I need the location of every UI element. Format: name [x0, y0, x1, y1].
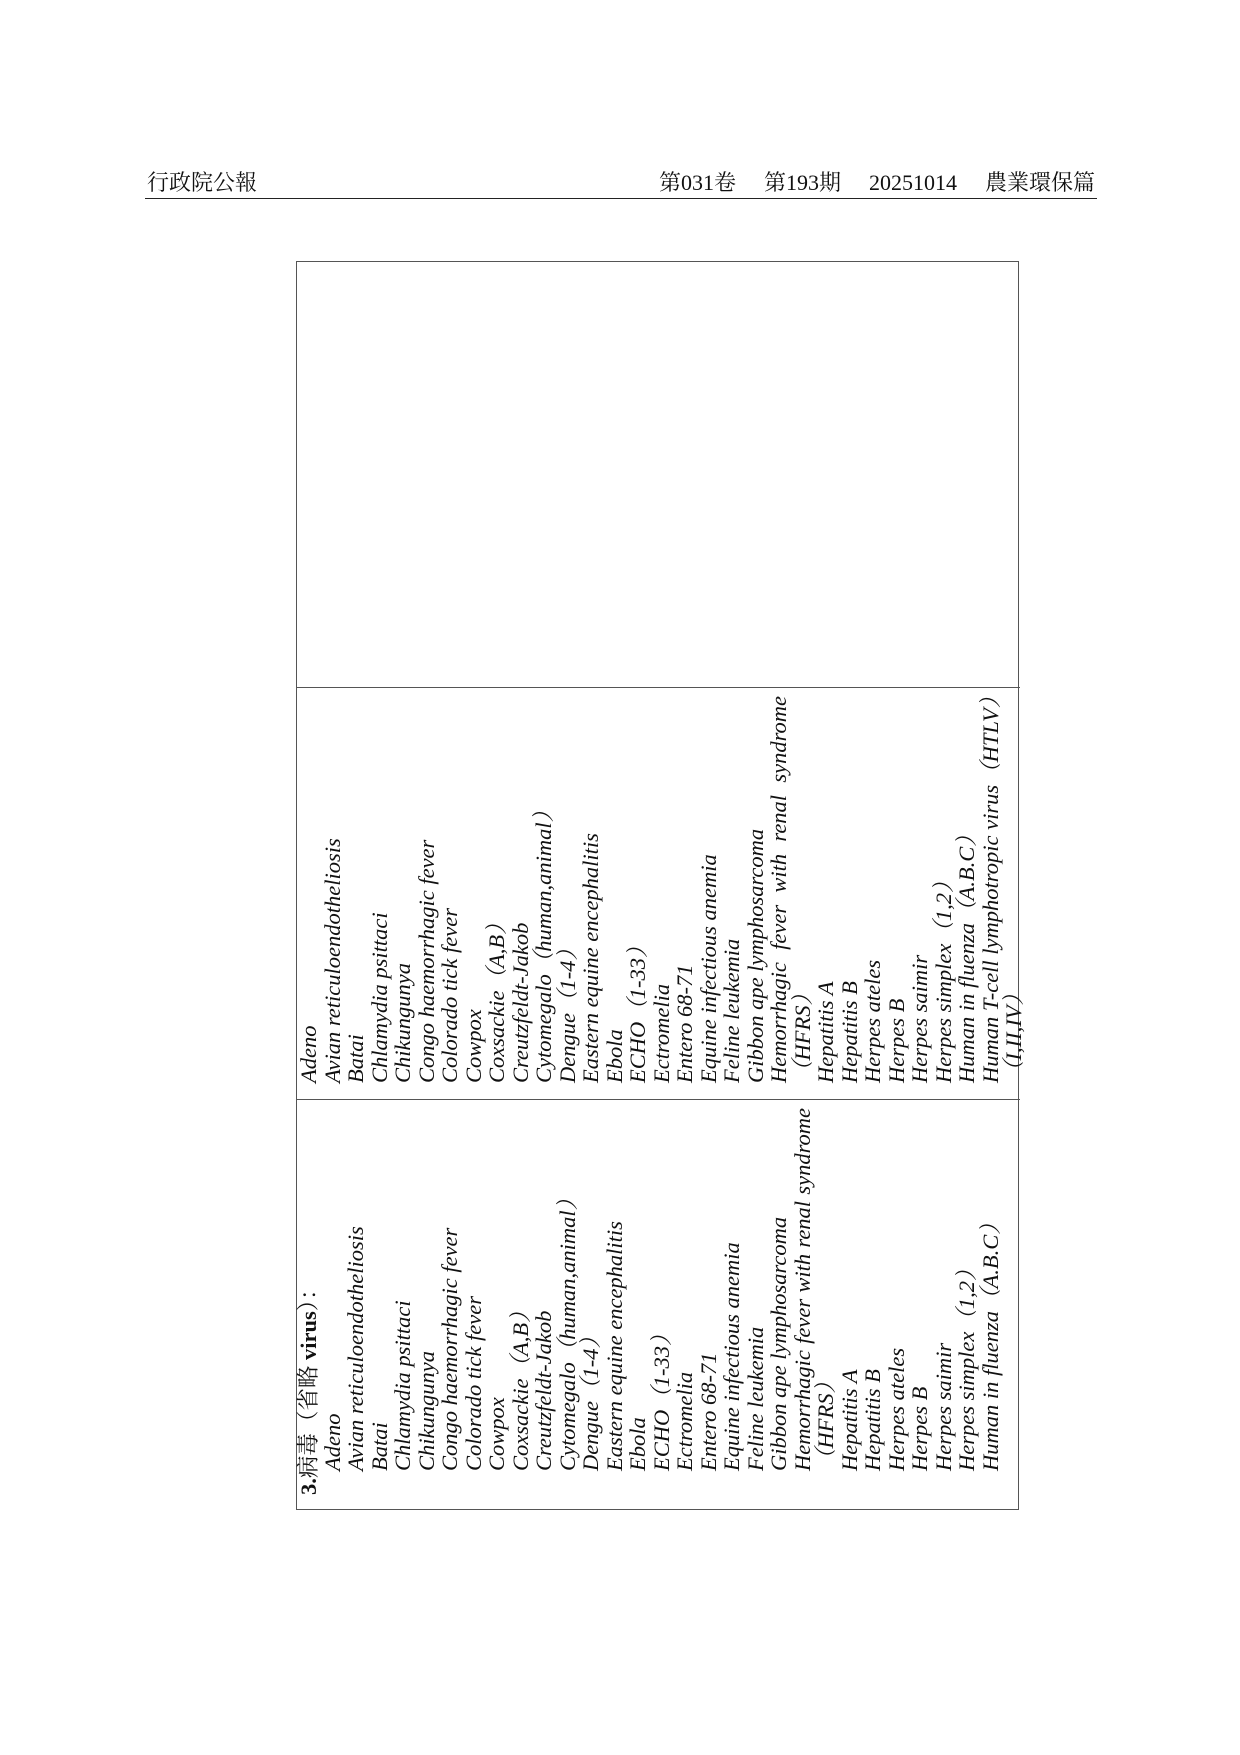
publication-title: 行政院公報 — [147, 170, 258, 195]
list-item: Herpes simplex（1,2） — [930, 870, 956, 1083]
list-item: Hemorrhagic fever with renal syndrome — [766, 696, 791, 1083]
list-item: Adeno — [296, 1025, 321, 1083]
date-label: 20251014 — [868, 170, 957, 195]
list-item: Dengue（1-4） — [554, 938, 580, 1083]
list-item: Hepatitis B — [836, 981, 862, 1083]
list-item: Feline leukemia — [742, 1326, 768, 1471]
table-column-middle — [296, 685, 1026, 1099]
list-item: Congo haemorrhagic fever — [437, 1227, 462, 1471]
list-item: Feline leukemia — [719, 938, 744, 1083]
list-item: Herpes ateles — [883, 1347, 909, 1471]
list-item: Colorado tick fever — [460, 1296, 486, 1471]
list-item: Creutzfeldt-Jakob — [531, 1310, 556, 1471]
list-item: Eastern equine encephalitis — [578, 833, 603, 1083]
list-item: Ectromelia — [672, 1371, 697, 1471]
table-content — [296, 262, 1026, 1511]
list-item: Herpes B — [907, 1386, 932, 1471]
list-item: Chlamydia psittaci — [366, 912, 392, 1083]
list-item: Adeno — [319, 1413, 345, 1471]
volume-label: 第031卷 — [658, 170, 736, 195]
list-item: Human in fluenza（A.B.C） — [977, 1212, 1003, 1471]
list-item: Ebola — [625, 1417, 650, 1471]
list-item: Hemorrhagic fever with renal syndrome — [789, 1108, 815, 1471]
list-item: Avian reticuloendotheliosis — [319, 838, 345, 1083]
list-item: ECHO（1-33） — [648, 1323, 674, 1471]
list-item: Herpes saimir — [907, 954, 932, 1083]
list-item: Dengue（1-4） — [578, 1326, 603, 1471]
list-item: Equine infectious anemia — [695, 854, 721, 1083]
list-item: Entero 68-71 — [695, 1352, 721, 1471]
list-item: Ectromelia — [648, 983, 674, 1083]
list-item: Chikungunya — [413, 1351, 439, 1471]
issue-info — [631, 170, 1095, 196]
list-item: Eastern equine encephalitis — [601, 1221, 627, 1471]
table-column-right — [297, 262, 1020, 687]
issue-label: 第193期 — [763, 170, 841, 195]
list-item: Hepatitis B — [860, 1369, 885, 1471]
list-item: Herpes saimir — [930, 1342, 956, 1471]
rotated-table — [296, 261, 1026, 1510]
list-item: Human in fluenza（A.B.C） — [954, 824, 979, 1083]
list-item: Coxsackie（A,B） — [484, 912, 509, 1083]
section-heading: 3.病毒（省略 virus）： — [296, 1277, 321, 1495]
list-item: Herpes ateles — [860, 959, 885, 1083]
list-item: Chikungunya — [390, 963, 415, 1083]
list-item: Chlamydia psittaci — [390, 1300, 415, 1471]
list-item: Cytomegalo（human,animal） — [554, 1187, 580, 1471]
list-item: Coxsackie（A,B） — [507, 1300, 533, 1471]
section-label: 農業環保篇 — [984, 170, 1095, 195]
list-item: Batai — [343, 1034, 368, 1083]
list-item: Gibbon ape lymphosarcoma — [742, 828, 768, 1083]
list-item: Hepatitis A — [836, 1369, 862, 1471]
list-item: Equine infectious anemia — [719, 1242, 744, 1471]
virus-list-left — [321, 1108, 1003, 1495]
list-item: Batai — [366, 1422, 392, 1471]
list-item: Entero 68-71 — [672, 964, 697, 1083]
list-item: Colorado tick fever — [437, 908, 462, 1083]
list-item: Cowpox — [484, 1397, 509, 1471]
list-item: Avian reticuloendotheliosis — [343, 1226, 368, 1471]
list-item: Herpes simplex（1,2） — [954, 1258, 979, 1471]
list-item: Cytomegalo（human,animal） — [531, 799, 556, 1083]
list-item: （HFRS） — [789, 983, 815, 1083]
list-item: Hepatitis A — [813, 981, 838, 1083]
table-column-left — [297, 1099, 1020, 1511]
list-item: Human T-cell lymphotropic virus（HTLV） — [977, 685, 1003, 1083]
virus-list-middle — [296, 685, 1026, 1083]
list-item: （HFRS） — [813, 1371, 838, 1471]
header-divider — [145, 198, 1097, 199]
list-item: Ebola — [601, 1029, 627, 1083]
list-item: ECHO（1-33） — [625, 935, 650, 1083]
list-item: Creutzfeldt-Jakob — [507, 922, 533, 1083]
list-item: Congo haemorrhagic fever — [413, 839, 439, 1083]
list-item: Cowpox — [460, 1009, 486, 1083]
list-item: （I,II,IV） — [1001, 983, 1026, 1083]
list-item: Herpes B — [883, 998, 909, 1083]
list-item: Gibbon ape lymphosarcoma — [766, 1216, 791, 1471]
